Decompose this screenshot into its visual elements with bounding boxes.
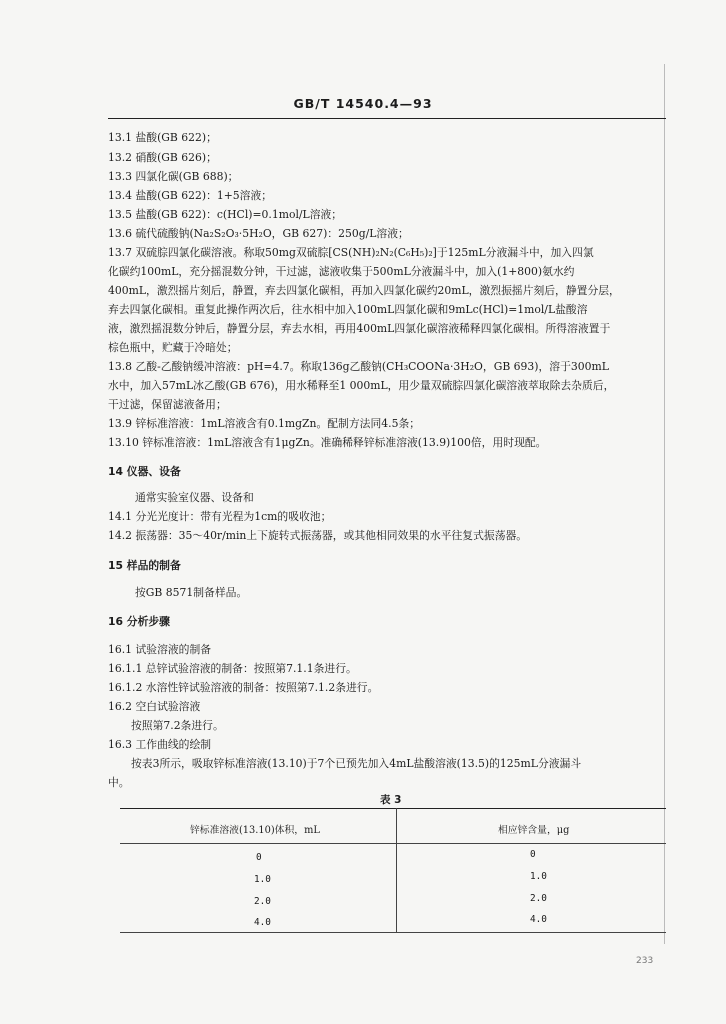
item-16-3-text-line2: 中。 xyxy=(108,776,130,789)
item-13-7-line1: 13.7 双硫腙四氯化碳溶液。称取50mg双硫腙[CS(NH)₂N₂(C₆H₅)₂]于125mL分液漏斗中，加入四氯 xyxy=(108,246,594,259)
item-16-3-text-line1: 按表3所示，吸取锌标准溶液(13.10)于7个已预先加入4mL盐酸溶液(13.5)的125mL分液漏斗 xyxy=(131,757,582,770)
table-column-divider xyxy=(396,808,397,932)
item-13-8-line2: 水中，加入57mL冰乙酸(GB 676)，用水稀释至1 000mL，用少量双硫腙四氯化碳溶液萃取除去杂质后， xyxy=(108,379,615,392)
table-cell: 2.0 xyxy=(254,896,271,907)
item-16-2-text: 按照第7.2条进行。 xyxy=(131,719,224,732)
table-cell: 0 xyxy=(256,852,262,863)
table-cell: 4.0 xyxy=(530,914,547,925)
table-cell: 4.0 xyxy=(254,917,271,928)
item-13-7-line5: 液，激烈摇混数分钟后，静置分层，弃去水相，再用400mL四氯化碳溶液稀释四氯化碳相。所得溶液置于 xyxy=(108,322,611,335)
item-13-7-line3: 400mL，激烈摇片刻后，静置，弃去四氯化碳相，再加入四氯化碳约20mL，激烈振摇片刻后，静置分层， xyxy=(108,284,620,297)
item-16-1: 16.1 试验溶液的制备 xyxy=(108,643,212,656)
item-13-2: 13.2 硝酸(GB 626)； xyxy=(108,151,217,164)
header-rule xyxy=(108,118,666,119)
item-13-1: 13.1 盐酸(GB 622)； xyxy=(108,131,217,144)
table-header-volume: 锌标准溶液(13.10)体积，mL xyxy=(190,825,320,836)
standard-header: GB/T 14540.4—93 xyxy=(293,96,433,111)
table-cell: 1.0 xyxy=(254,874,271,885)
item-16-1-2: 16.1.2 水溶性锌试验溶液的制备：按照第7.1.2条进行。 xyxy=(108,681,379,694)
item-13-4: 13.4 盐酸(GB 622)：1+5溶液； xyxy=(108,189,273,202)
section-16-heading: 16 分析步骤 xyxy=(108,615,170,628)
item-13-7-line4: 弃去四氯化碳相。重复此操作两次后，往水相中加入100mL四氯化碳和9mLc(HCl)=1mol/L盐酸溶 xyxy=(108,303,588,316)
section-14-heading: 14 仪器、设备 xyxy=(108,465,181,478)
table-caption: 表 3 xyxy=(380,794,402,806)
item-13-9: 13.9 锌标准溶液：1mL溶液含有0.1mgZn。配制方法同4.5条； xyxy=(108,417,421,430)
item-13-10: 13.10 锌标准溶液：1mL溶液含有1μgZn。准确稀释锌标准溶液(13.9)100倍，用时现配。 xyxy=(108,436,547,449)
item-13-7-line2: 化碳约100mL，充分摇混数分钟，干过滤，滤液收集于500mL分液漏斗中，加入(1+800)氨水约 xyxy=(108,265,575,278)
item-14-1: 14.1 分光光度计：带有光程为1cm的吸收池； xyxy=(108,510,332,523)
page-edge-line xyxy=(664,64,665,944)
item-13-7-line6: 棕色瓶中，贮藏于冷暗处； xyxy=(108,341,238,354)
section-14-intro: 通常实验室仪器、设备和 xyxy=(135,491,254,504)
item-13-8-line1: 13.8 乙酸-乙酸钠缓冲溶液：pH=4.7。称取136g乙酸钠(CH₃COONa·3H₂O，GB 693)，溶于300mL xyxy=(108,360,609,373)
table-cell: 2.0 xyxy=(530,893,547,904)
section-15-heading: 15 样品的制备 xyxy=(108,559,181,572)
table-cell: 1.0 xyxy=(530,871,547,882)
item-13-3: 13.3 四氯化碳(GB 688)； xyxy=(108,170,239,183)
table-cell: 0 xyxy=(530,849,536,860)
item-16-1-1: 16.1.1 总锌试验溶液的制备：按照第7.1.1条进行。 xyxy=(108,662,357,675)
item-13-6: 13.6 硫代硫酸钠(Na₂S₂O₃·5H₂O，GB 627)：250g/L溶液； xyxy=(108,227,409,240)
item-14-2: 14.2 振荡器：35～40r/min上下旋转式振荡器，或其他相同效果的水平往复式振荡器。 xyxy=(108,529,528,542)
table-header-rule xyxy=(120,843,666,844)
table-top-rule xyxy=(120,808,666,809)
item-16-2: 16.2 空白试验溶液 xyxy=(108,700,201,713)
item-13-5: 13.5 盐酸(GB 622)：c(HCl)=0.1mol/L溶液； xyxy=(108,208,343,221)
table-bottom-rule xyxy=(120,932,666,933)
table-header-zinc: 相应锌含量，μg xyxy=(498,825,570,836)
item-16-3: 16.3 工作曲线的绘制 xyxy=(108,738,212,751)
page-number: 233 xyxy=(636,956,654,966)
item-13-8-line3: 干过滤，保留滤液备用； xyxy=(108,398,227,411)
section-15-text: 按GB 8571制备样品。 xyxy=(135,586,248,599)
